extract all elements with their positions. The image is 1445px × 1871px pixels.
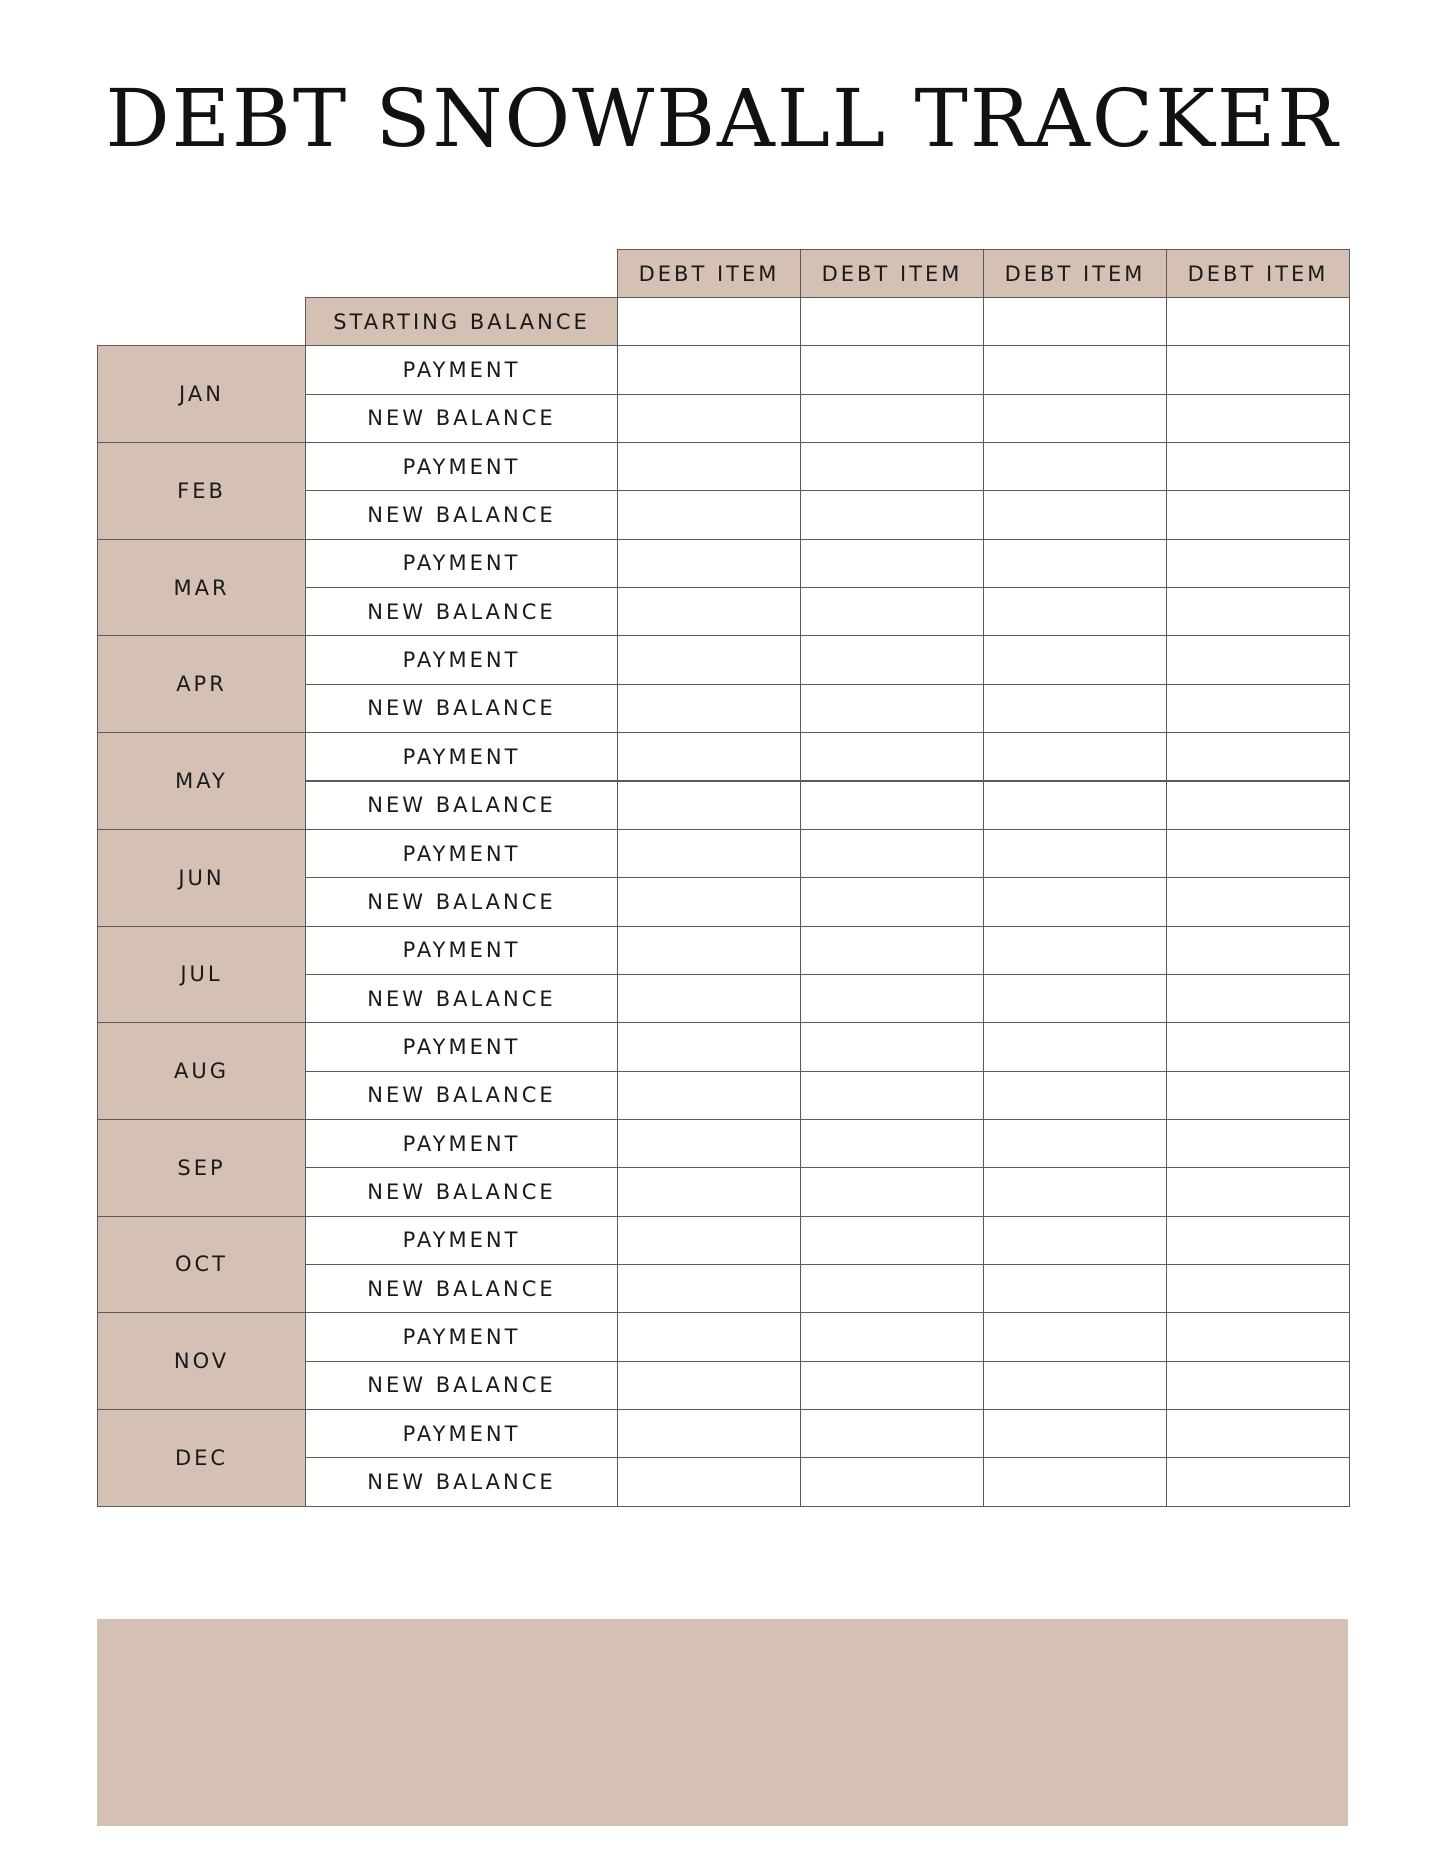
new-balance-cell[interactable] <box>800 1071 984 1120</box>
payment-cell[interactable] <box>617 1119 801 1168</box>
payment-cell[interactable] <box>983 829 1167 878</box>
new-balance-cell[interactable] <box>983 1264 1167 1313</box>
new-balance-cell[interactable] <box>800 877 984 926</box>
month-label-apr: APR <box>97 635 306 733</box>
new-balance-cell[interactable] <box>983 1361 1167 1410</box>
new-balance-cell[interactable] <box>983 1167 1167 1216</box>
payment-cell[interactable] <box>1166 442 1350 491</box>
new-balance-cell[interactable] <box>983 974 1167 1023</box>
payment-cell[interactable] <box>1166 635 1350 684</box>
new-balance-label: NEW BALANCE <box>305 1264 618 1313</box>
new-balance-cell[interactable] <box>617 1071 801 1120</box>
new-balance-label: NEW BALANCE <box>305 684 618 733</box>
payment-label: PAYMENT <box>305 539 618 588</box>
new-balance-label: NEW BALANCE <box>305 781 618 830</box>
payment-cell[interactable] <box>800 635 984 684</box>
new-balance-cell[interactable] <box>983 1457 1167 1506</box>
new-balance-cell[interactable] <box>617 684 801 733</box>
payment-cell[interactable] <box>800 1216 984 1265</box>
payment-label: PAYMENT <box>305 1119 618 1168</box>
new-balance-cell[interactable] <box>983 684 1167 733</box>
new-balance-cell[interactable] <box>983 877 1167 926</box>
payment-cell[interactable] <box>617 1216 801 1265</box>
payment-cell[interactable] <box>617 1312 801 1361</box>
payment-cell[interactable] <box>617 829 801 878</box>
new-balance-label: NEW BALANCE <box>305 394 618 443</box>
new-balance-label: NEW BALANCE <box>305 1071 618 1120</box>
new-balance-cell[interactable] <box>800 394 984 443</box>
new-balance-cell[interactable] <box>617 1264 801 1313</box>
payment-cell[interactable] <box>617 539 801 588</box>
new-balance-label: NEW BALANCE <box>305 490 618 539</box>
month-label-jan: JAN <box>97 345 306 443</box>
starting-balance-cell-1[interactable] <box>617 297 801 346</box>
new-balance-cell[interactable] <box>1166 1264 1350 1313</box>
new-balance-cell[interactable] <box>983 1071 1167 1120</box>
payment-cell[interactable] <box>983 1119 1167 1168</box>
new-balance-cell[interactable] <box>800 1264 984 1313</box>
new-balance-cell[interactable] <box>617 1167 801 1216</box>
debt-item-header-2[interactable]: DEBT ITEM <box>800 249 984 298</box>
payment-cell[interactable] <box>800 539 984 588</box>
payment-cell[interactable] <box>1166 1216 1350 1265</box>
new-balance-label: NEW BALANCE <box>305 877 618 926</box>
month-label-nov: NOV <box>97 1312 306 1410</box>
new-balance-label: NEW BALANCE <box>305 587 618 636</box>
new-balance-cell[interactable] <box>1166 490 1350 539</box>
payment-cell[interactable] <box>617 635 801 684</box>
new-balance-cell[interactable] <box>1166 974 1350 1023</box>
payment-label: PAYMENT <box>305 829 618 878</box>
new-balance-cell[interactable] <box>617 974 801 1023</box>
payment-cell[interactable] <box>983 345 1167 394</box>
starting-balance-label: STARTING BALANCE <box>305 297 618 346</box>
month-label-jul: JUL <box>97 926 306 1024</box>
payment-label: PAYMENT <box>305 1216 618 1265</box>
notes-box[interactable] <box>97 1619 1348 1826</box>
payment-cell[interactable] <box>800 345 984 394</box>
payment-cell[interactable] <box>800 1409 984 1458</box>
new-balance-label: NEW BALANCE <box>305 974 618 1023</box>
payment-label: PAYMENT <box>305 345 618 394</box>
new-balance-cell[interactable] <box>1166 394 1350 443</box>
payment-cell[interactable] <box>800 1119 984 1168</box>
new-balance-cell[interactable] <box>800 490 984 539</box>
new-balance-cell[interactable] <box>1166 587 1350 636</box>
payment-cell[interactable] <box>983 635 1167 684</box>
payment-cell[interactable] <box>800 442 984 491</box>
month-label-feb: FEB <box>97 442 306 540</box>
new-balance-cell[interactable] <box>983 781 1167 830</box>
new-balance-cell[interactable] <box>617 490 801 539</box>
new-balance-cell[interactable] <box>800 974 984 1023</box>
new-balance-cell[interactable] <box>800 587 984 636</box>
payment-cell[interactable] <box>1166 345 1350 394</box>
new-balance-cell[interactable] <box>800 1361 984 1410</box>
payment-label: PAYMENT <box>305 1022 618 1071</box>
new-balance-cell[interactable] <box>617 394 801 443</box>
payment-label: PAYMENT <box>305 1312 618 1361</box>
payment-cell[interactable] <box>983 539 1167 588</box>
payment-cell[interactable] <box>617 926 801 975</box>
payment-cell[interactable] <box>1166 926 1350 975</box>
payment-cell[interactable] <box>617 732 801 781</box>
month-label-jun: JUN <box>97 829 306 927</box>
new-balance-cell[interactable] <box>800 684 984 733</box>
payment-cell[interactable] <box>1166 1312 1350 1361</box>
new-balance-cell[interactable] <box>1166 1167 1350 1216</box>
debt-item-header-1[interactable]: DEBT ITEM <box>617 249 801 298</box>
payment-cell[interactable] <box>800 1312 984 1361</box>
payment-label: PAYMENT <box>305 732 618 781</box>
payment-label: PAYMENT <box>305 635 618 684</box>
month-label-dec: DEC <box>97 1409 306 1507</box>
new-balance-cell[interactable] <box>617 1361 801 1410</box>
payment-label: PAYMENT <box>305 1409 618 1458</box>
starting-balance-cell-3[interactable] <box>983 297 1167 346</box>
page-title: DEBT SNOWBALL TRACKER <box>105 72 1340 165</box>
new-balance-cell[interactable] <box>617 587 801 636</box>
payment-cell[interactable] <box>800 732 984 781</box>
new-balance-cell[interactable] <box>1166 1457 1350 1506</box>
starting-balance-cell-2[interactable] <box>800 297 984 346</box>
payment-cell[interactable] <box>617 1022 801 1071</box>
payment-cell[interactable] <box>1166 539 1350 588</box>
new-balance-cell[interactable] <box>617 877 801 926</box>
payment-label: PAYMENT <box>305 926 618 975</box>
month-label-aug: AUG <box>97 1022 306 1120</box>
payment-cell[interactable] <box>617 442 801 491</box>
new-balance-cell[interactable] <box>800 1457 984 1506</box>
payment-cell[interactable] <box>983 1312 1167 1361</box>
payment-cell[interactable] <box>1166 829 1350 878</box>
new-balance-cell[interactable] <box>1166 684 1350 733</box>
payment-cell[interactable] <box>983 1022 1167 1071</box>
payment-cell[interactable] <box>800 829 984 878</box>
new-balance-cell[interactable] <box>800 781 984 830</box>
new-balance-cell[interactable] <box>983 587 1167 636</box>
new-balance-cell[interactable] <box>617 781 801 830</box>
payment-cell[interactable] <box>983 1216 1167 1265</box>
payment-cell[interactable] <box>800 926 984 975</box>
month-label-sep: SEP <box>97 1119 306 1217</box>
new-balance-cell[interactable] <box>617 1457 801 1506</box>
new-balance-cell[interactable] <box>1166 1071 1350 1120</box>
payment-cell[interactable] <box>617 1409 801 1458</box>
new-balance-cell[interactable] <box>1166 877 1350 926</box>
payment-cell[interactable] <box>800 1022 984 1071</box>
new-balance-cell[interactable] <box>1166 781 1350 830</box>
new-balance-cell[interactable] <box>1166 1361 1350 1410</box>
payment-label: PAYMENT <box>305 442 618 491</box>
payment-cell[interactable] <box>983 1409 1167 1458</box>
new-balance-cell[interactable] <box>800 1167 984 1216</box>
starting-balance-cell-4[interactable] <box>1166 297 1350 346</box>
new-balance-cell[interactable] <box>983 394 1167 443</box>
new-balance-label: NEW BALANCE <box>305 1457 618 1506</box>
payment-cell[interactable] <box>1166 1409 1350 1458</box>
payment-cell[interactable] <box>983 926 1167 975</box>
month-label-may: MAY <box>97 732 306 830</box>
new-balance-label: NEW BALANCE <box>305 1361 618 1410</box>
payment-cell[interactable] <box>983 442 1167 491</box>
debt-item-header-4[interactable]: DEBT ITEM <box>1166 249 1350 298</box>
payment-cell[interactable] <box>1166 1119 1350 1168</box>
new-balance-label: NEW BALANCE <box>305 1167 618 1216</box>
month-label-mar: MAR <box>97 539 306 637</box>
payment-cell[interactable] <box>1166 1022 1350 1071</box>
month-label-oct: OCT <box>97 1216 306 1314</box>
payment-cell[interactable] <box>983 732 1167 781</box>
new-balance-cell[interactable] <box>983 490 1167 539</box>
payment-cell[interactable] <box>1166 732 1350 781</box>
payment-cell[interactable] <box>617 345 801 394</box>
debt-item-header-3[interactable]: DEBT ITEM <box>983 249 1167 298</box>
